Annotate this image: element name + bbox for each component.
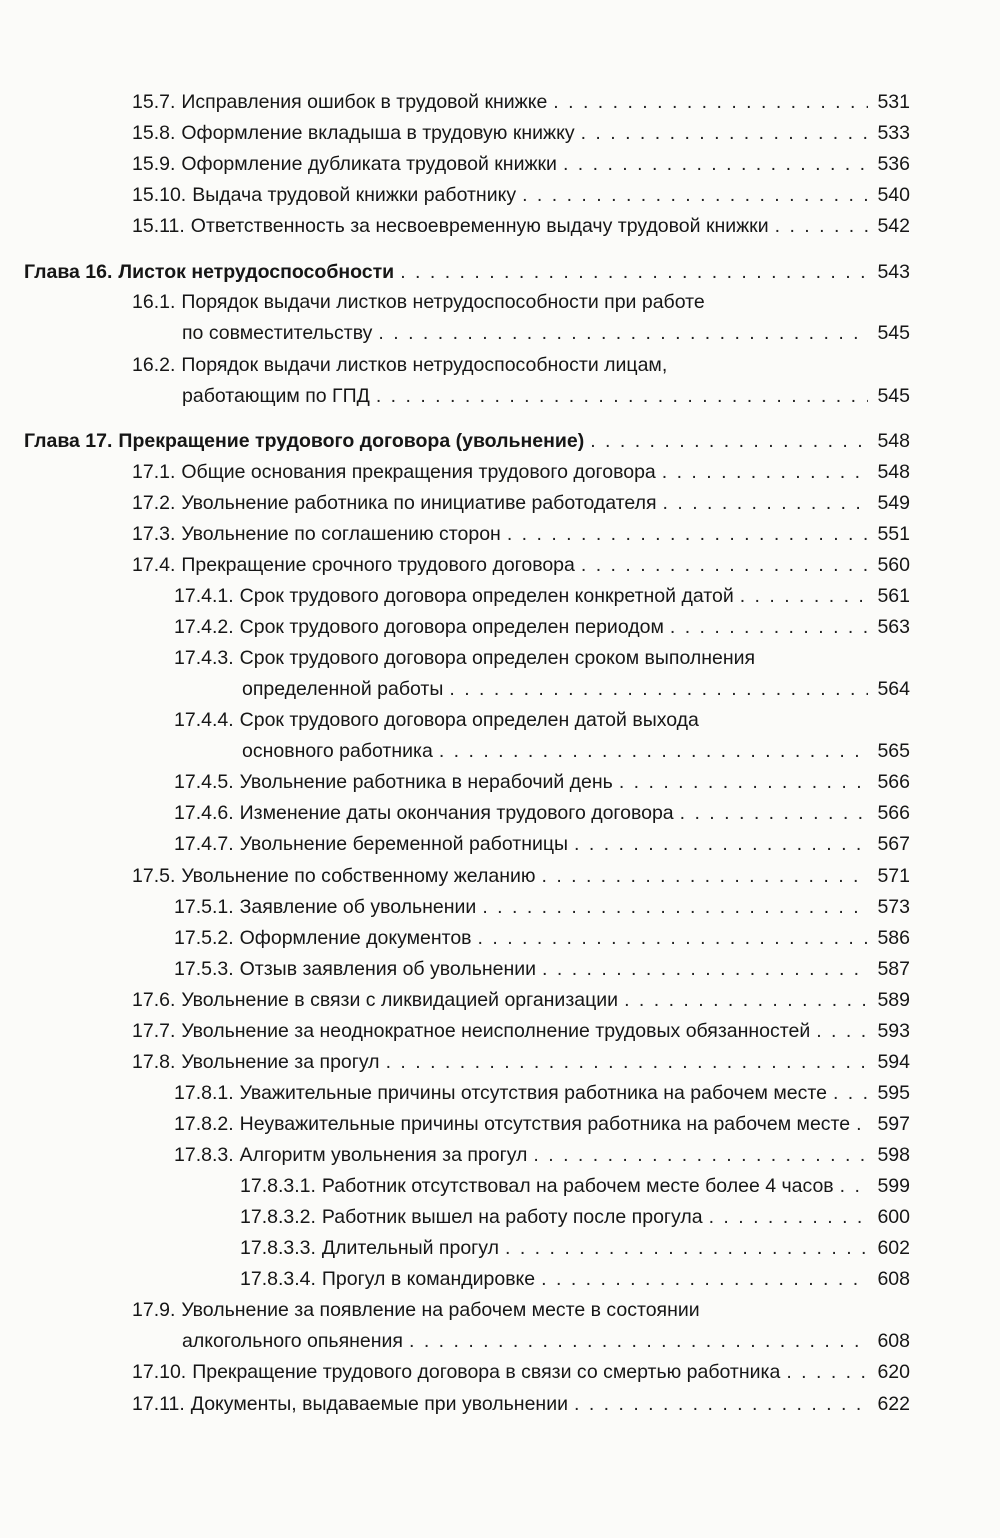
entry-title: Алгоритм увольнения за прогул bbox=[239, 1144, 528, 1166]
entry-title: Увольнение за прогул bbox=[181, 1051, 380, 1073]
entry-number: 17.4.7. bbox=[174, 833, 234, 855]
dot-leader bbox=[507, 522, 868, 546]
entry-title: Заявление об увольнении bbox=[239, 896, 477, 918]
toc-entry-16-1[interactable] bbox=[132, 290, 910, 314]
toc-entry-17-6[interactable] bbox=[132, 988, 910, 1012]
toc-entry-17-4-2[interactable] bbox=[174, 615, 910, 639]
entry-number: 17.8.3.1. bbox=[240, 1175, 316, 1197]
toc-entry-17-4-6[interactable] bbox=[174, 801, 910, 825]
entry-number: 17.9. bbox=[132, 1299, 176, 1321]
entry-page: 563 bbox=[877, 616, 910, 638]
entry-page: 589 bbox=[877, 989, 910, 1011]
toc-entry-17-4-4-cont[interactable] bbox=[242, 739, 910, 763]
toc-entry-17-8-3-3[interactable] bbox=[240, 1236, 910, 1260]
entry-page: 597 bbox=[877, 1113, 910, 1135]
entry-title: Прогул в командировке bbox=[321, 1268, 536, 1290]
entry-page: 549 bbox=[877, 492, 910, 514]
entry-number: 16.2. bbox=[132, 354, 176, 376]
toc-entry-17-4[interactable] bbox=[132, 553, 910, 577]
entry-page: 542 bbox=[877, 215, 910, 237]
entry-title: Увольнение в связи с ликвидацией организации bbox=[181, 989, 619, 1011]
entry-number: 17.7. bbox=[132, 1020, 176, 1042]
entry-title: Увольнение беременной работницы bbox=[239, 833, 569, 855]
toc-entry-17-10[interactable] bbox=[132, 1360, 910, 1384]
entry-page: 600 bbox=[877, 1206, 910, 1228]
toc-entry-17-8-2[interactable] bbox=[174, 1112, 910, 1136]
entry-page: 543 bbox=[877, 261, 910, 283]
entry-page: 595 bbox=[877, 1082, 910, 1104]
entry-number: 17.5.2. bbox=[174, 927, 234, 949]
entry-number: 17.8.3. bbox=[174, 1144, 234, 1166]
entry-page: 593 bbox=[877, 1020, 910, 1042]
entry-page: 599 bbox=[877, 1175, 910, 1197]
toc-entry-16-2-cont[interactable] bbox=[182, 384, 910, 408]
toc-entry-15-10[interactable] bbox=[132, 183, 910, 207]
toc-entry-15-11[interactable] bbox=[132, 214, 910, 238]
dot-leader bbox=[740, 584, 868, 608]
toc-entry-17-8[interactable] bbox=[132, 1050, 910, 1074]
entry-title: Изменение даты окончания трудового договора bbox=[239, 802, 674, 824]
toc-entry-17-5-1[interactable] bbox=[174, 895, 910, 919]
entry-title: Уважительные причины отсутствия работника на рабочем месте bbox=[239, 1082, 827, 1104]
dot-leader bbox=[624, 988, 868, 1012]
entry-title-continued: работающим по ГПД bbox=[182, 385, 370, 407]
toc-entry-17-4-3[interactable] bbox=[174, 646, 910, 670]
dot-leader bbox=[482, 895, 868, 919]
toc-entry-17-8-3[interactable] bbox=[174, 1143, 910, 1167]
dot-leader bbox=[563, 152, 868, 176]
entry-page: 608 bbox=[877, 1268, 910, 1290]
dot-leader bbox=[409, 1329, 868, 1353]
toc-entry-17-4-4[interactable] bbox=[174, 708, 910, 732]
entry-title: Увольнение за появление на рабочем месте в состоянии bbox=[181, 1299, 700, 1321]
entry-title: Работник отсутствовал на рабочем месте более 4 часов bbox=[321, 1175, 834, 1197]
toc-chapter-16[interactable] bbox=[24, 260, 910, 284]
entry-page: 565 bbox=[877, 740, 910, 762]
entry-page: 548 bbox=[877, 430, 910, 452]
entry-number: 15.7. bbox=[132, 91, 176, 113]
entry-title: Срок трудового договора определен датой выхода bbox=[239, 709, 699, 731]
entry-title: Порядок выдачи листков нетрудоспособности лицам, bbox=[181, 354, 668, 376]
entry-title-continued: алкогольного опьянения bbox=[182, 1330, 403, 1352]
dot-leader bbox=[449, 677, 868, 701]
dot-leader bbox=[505, 1236, 868, 1260]
entry-title-continued: основного работника bbox=[242, 740, 433, 762]
entry-title: Исправления ошибок в трудовой книжке bbox=[181, 91, 548, 113]
entry-page: 545 bbox=[877, 385, 910, 407]
toc-entry-17-8-3-4[interactable] bbox=[240, 1267, 910, 1291]
chapter-title: Прекращение трудового договора (увольнение) bbox=[118, 430, 585, 452]
dot-leader bbox=[833, 1081, 868, 1105]
dot-leader bbox=[590, 429, 868, 453]
entry-page: 548 bbox=[877, 461, 910, 483]
entry-title: Порядок выдачи листков нетрудоспособности при работе bbox=[181, 291, 705, 313]
entry-title: Срок трудового договора определен сроком выполнения bbox=[239, 647, 756, 669]
dot-leader bbox=[376, 384, 868, 408]
toc-entry-17-8-1[interactable] bbox=[174, 1081, 910, 1105]
toc-entry-17-8-3-1[interactable] bbox=[240, 1174, 910, 1198]
entry-page: 536 bbox=[877, 153, 910, 175]
entry-title: Увольнение по собственному желанию bbox=[181, 865, 536, 887]
entry-number: 17.8. bbox=[132, 1051, 176, 1073]
entry-number: 17.5.3. bbox=[174, 958, 234, 980]
entry-number: 17.4.5. bbox=[174, 771, 234, 793]
entry-number: 17.4.6. bbox=[174, 802, 234, 824]
entry-number: 17.5.1. bbox=[174, 896, 234, 918]
entry-title: Длительный прогул bbox=[321, 1237, 499, 1259]
entry-title-continued: определенной работы bbox=[242, 678, 444, 700]
entry-page: 587 bbox=[877, 958, 910, 980]
toc-entry-17-5-3[interactable] bbox=[174, 957, 910, 981]
dot-leader bbox=[541, 1267, 868, 1291]
entry-number: 17.11. bbox=[132, 1393, 185, 1415]
dot-leader bbox=[816, 1019, 868, 1043]
entry-number: 17.2. bbox=[132, 492, 176, 514]
dot-leader bbox=[574, 1392, 868, 1416]
toc-entry-17-2[interactable] bbox=[132, 491, 910, 515]
entry-number: 17.5. bbox=[132, 865, 176, 887]
entry-title: Прекращение трудового договора в связи со смертью работника bbox=[192, 1361, 781, 1383]
dot-leader bbox=[542, 957, 868, 981]
dot-leader bbox=[709, 1205, 868, 1229]
toc-entry-17-1[interactable] bbox=[132, 460, 910, 484]
dot-leader bbox=[386, 1050, 868, 1074]
entry-number: 17.4.1. bbox=[174, 585, 234, 607]
entry-page: 567 bbox=[877, 833, 910, 855]
dot-leader bbox=[541, 864, 868, 888]
entry-title: Увольнение по соглашению сторон bbox=[181, 523, 501, 545]
entry-page: 564 bbox=[877, 678, 910, 700]
entry-title: Оформление дубликата трудовой книжки bbox=[181, 153, 557, 175]
entry-number: 17.8.3.2. bbox=[240, 1206, 316, 1228]
dot-leader bbox=[553, 90, 868, 114]
entry-number: 16.1. bbox=[132, 291, 176, 313]
toc-entry-17-7[interactable] bbox=[132, 1019, 910, 1043]
entry-title: Оформление документов bbox=[239, 927, 472, 949]
entry-number: 15.8. bbox=[132, 122, 176, 144]
entry-number: 17.8.2. bbox=[174, 1113, 234, 1135]
toc-entry-15-9[interactable] bbox=[132, 152, 910, 176]
toc-chapter-17[interactable] bbox=[24, 429, 910, 453]
dot-leader bbox=[574, 832, 868, 856]
entry-number: 17.3. bbox=[132, 523, 176, 545]
chapter-number: Глава 16. bbox=[24, 261, 113, 283]
entry-page: 608 bbox=[877, 1330, 910, 1352]
entry-title: Общие основания прекращения трудового договора bbox=[181, 461, 656, 483]
entry-number: 17.4.4. bbox=[174, 709, 234, 731]
toc-entry-16-1-cont[interactable] bbox=[182, 321, 910, 345]
toc-entry-17-4-3-cont[interactable] bbox=[242, 677, 910, 701]
entry-page: 560 bbox=[877, 554, 910, 576]
entry-page: 566 bbox=[877, 802, 910, 824]
entry-page: 598 bbox=[877, 1144, 910, 1166]
entry-number: 17.6. bbox=[132, 989, 176, 1011]
entry-title: Увольнение работника по инициативе работодателя bbox=[181, 492, 657, 514]
toc-entry-17-5-2[interactable] bbox=[174, 926, 910, 950]
entry-page: 531 bbox=[877, 91, 910, 113]
dot-leader bbox=[619, 770, 868, 794]
entry-page: 586 bbox=[877, 927, 910, 949]
entry-page: 561 bbox=[877, 585, 910, 607]
entry-page: 602 bbox=[877, 1237, 910, 1259]
entry-page: 622 bbox=[877, 1393, 910, 1415]
entry-page: 571 bbox=[877, 865, 910, 887]
entry-title: Неуважительные причины отсутствия работника на рабочем месте bbox=[239, 1113, 851, 1135]
entry-title: Документы, выдаваемые при увольнении bbox=[190, 1393, 568, 1415]
entry-page: 540 bbox=[877, 184, 910, 206]
dot-leader bbox=[786, 1360, 868, 1384]
entry-number: 17.4. bbox=[132, 554, 176, 576]
dot-leader bbox=[680, 801, 868, 825]
toc-entry-17-8-3-2[interactable] bbox=[240, 1205, 910, 1229]
dot-leader bbox=[662, 460, 868, 484]
entry-page: 573 bbox=[877, 896, 910, 918]
entry-page: 594 bbox=[877, 1051, 910, 1073]
toc-entry-15-7[interactable] bbox=[132, 90, 910, 114]
toc-entry-17-9-cont[interactable] bbox=[182, 1329, 910, 1353]
dot-leader bbox=[522, 183, 868, 207]
entry-number: 17.4.3. bbox=[174, 647, 234, 669]
chapter-number: Глава 17. bbox=[24, 430, 113, 452]
dot-leader bbox=[840, 1174, 868, 1198]
entry-page: 533 bbox=[877, 122, 910, 144]
entry-number: 17.8.1. bbox=[174, 1082, 234, 1104]
dot-leader bbox=[439, 739, 868, 763]
entry-number: 17.8.3.4. bbox=[240, 1268, 316, 1290]
entry-title: Отзыв заявления об увольнении bbox=[239, 958, 537, 980]
dot-leader bbox=[670, 615, 868, 639]
entry-number: 17.4.2. bbox=[174, 616, 234, 638]
entry-title: Срок трудового договора определен конкретной датой bbox=[239, 585, 734, 607]
entry-title: Оформление вкладыша в трудовую книжку bbox=[181, 122, 575, 144]
entry-page: 545 bbox=[877, 322, 910, 344]
entry-number: 15.10. bbox=[132, 184, 187, 206]
toc-entry-17-4-1[interactable] bbox=[174, 584, 910, 608]
dot-leader bbox=[581, 121, 868, 145]
toc-entry-17-5[interactable] bbox=[132, 864, 910, 888]
entry-number: 15.9. bbox=[132, 153, 176, 175]
entry-number: 15.11. bbox=[132, 215, 185, 237]
dot-leader bbox=[663, 491, 868, 515]
entry-number: 17.10. bbox=[132, 1361, 187, 1383]
toc-entry-17-3[interactable] bbox=[132, 522, 910, 546]
dot-leader bbox=[378, 321, 868, 345]
entry-title: Ответственность за несвоевременную выдачу трудовой книжки bbox=[190, 215, 769, 237]
dot-leader bbox=[581, 553, 868, 577]
entry-title: Увольнение работника в нерабочий день bbox=[239, 771, 613, 793]
dot-leader bbox=[533, 1143, 868, 1167]
toc-entry-16-2[interactable] bbox=[132, 353, 910, 377]
entry-title: Увольнение за неоднократное неисполнение трудовых обязанностей bbox=[181, 1020, 811, 1042]
toc-entry-17-11[interactable] bbox=[132, 1392, 910, 1416]
dot-leader bbox=[478, 926, 868, 950]
toc-entry-17-4-7[interactable] bbox=[174, 832, 910, 856]
entry-page: 551 bbox=[877, 523, 910, 545]
entry-title: Срок трудового договора определен периодом bbox=[239, 616, 664, 638]
entry-page: 566 bbox=[877, 771, 910, 793]
chapter-title: Листок нетрудоспособности bbox=[118, 261, 395, 283]
toc-entry-15-8[interactable] bbox=[132, 121, 910, 145]
entry-number: 17.1. bbox=[132, 461, 176, 483]
toc-entry-17-4-5[interactable] bbox=[174, 770, 910, 794]
entry-title: Работник вышел на работу после прогула bbox=[321, 1206, 703, 1228]
entry-title-continued: по совместительству bbox=[182, 322, 373, 344]
dot-leader bbox=[856, 1112, 868, 1136]
toc-entry-17-9[interactable] bbox=[132, 1298, 910, 1322]
dot-leader bbox=[775, 214, 868, 238]
entry-title: Прекращение срочного трудового договора bbox=[181, 554, 575, 576]
dot-leader bbox=[400, 260, 868, 284]
entry-page: 620 bbox=[877, 1361, 910, 1383]
entry-title: Выдача трудовой книжки работнику bbox=[192, 184, 517, 206]
entry-number: 17.8.3.3. bbox=[240, 1237, 316, 1259]
